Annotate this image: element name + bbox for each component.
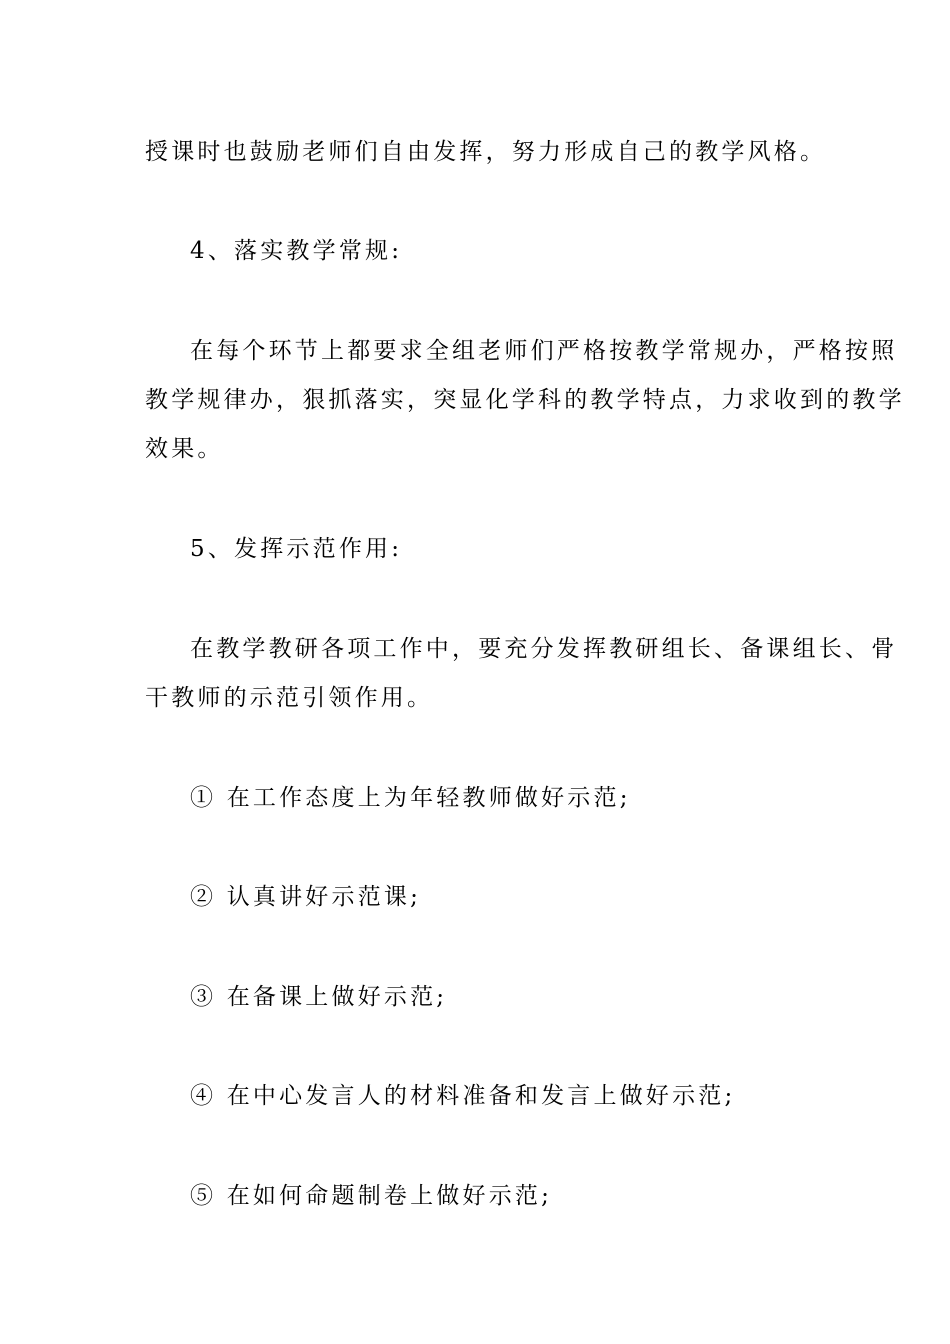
list-item: ① 在工作态度上为年轻教师做好示范; — [190, 785, 631, 811]
list-item: ③ 在备课上做好示范; — [190, 984, 448, 1010]
paragraph-line: 效果。 — [145, 436, 224, 462]
paragraph-line: 在每个环节上都要求全组老师们严格按教学常规办，严格按照 — [190, 338, 898, 364]
list-item: ④ 在中心发言人的材料准备和发言上做好示范; — [190, 1083, 736, 1109]
paragraph-line: 在教学教研各项工作中，要充分发挥教研组长、备课组长、骨 — [190, 636, 898, 662]
list-item: ⑤ 在如何命题制卷上做好示范; — [190, 1183, 553, 1209]
paragraph-line-continuation: 授课时也鼓励老师们自由发挥，努力形成自己的教学风格。 — [145, 139, 827, 165]
section-heading-4: 4、落实教学常规: — [190, 238, 403, 264]
list-item: ② 认真讲好示范课; — [190, 884, 422, 910]
paragraph-line: 教学规律办，狠抓落实，突显化学科的教学特点，力求收到的教学 — [145, 387, 905, 413]
section-heading-5: 5、发挥示范作用: — [190, 536, 403, 562]
paragraph-line: 干教师的示范引领作用。 — [145, 685, 434, 711]
